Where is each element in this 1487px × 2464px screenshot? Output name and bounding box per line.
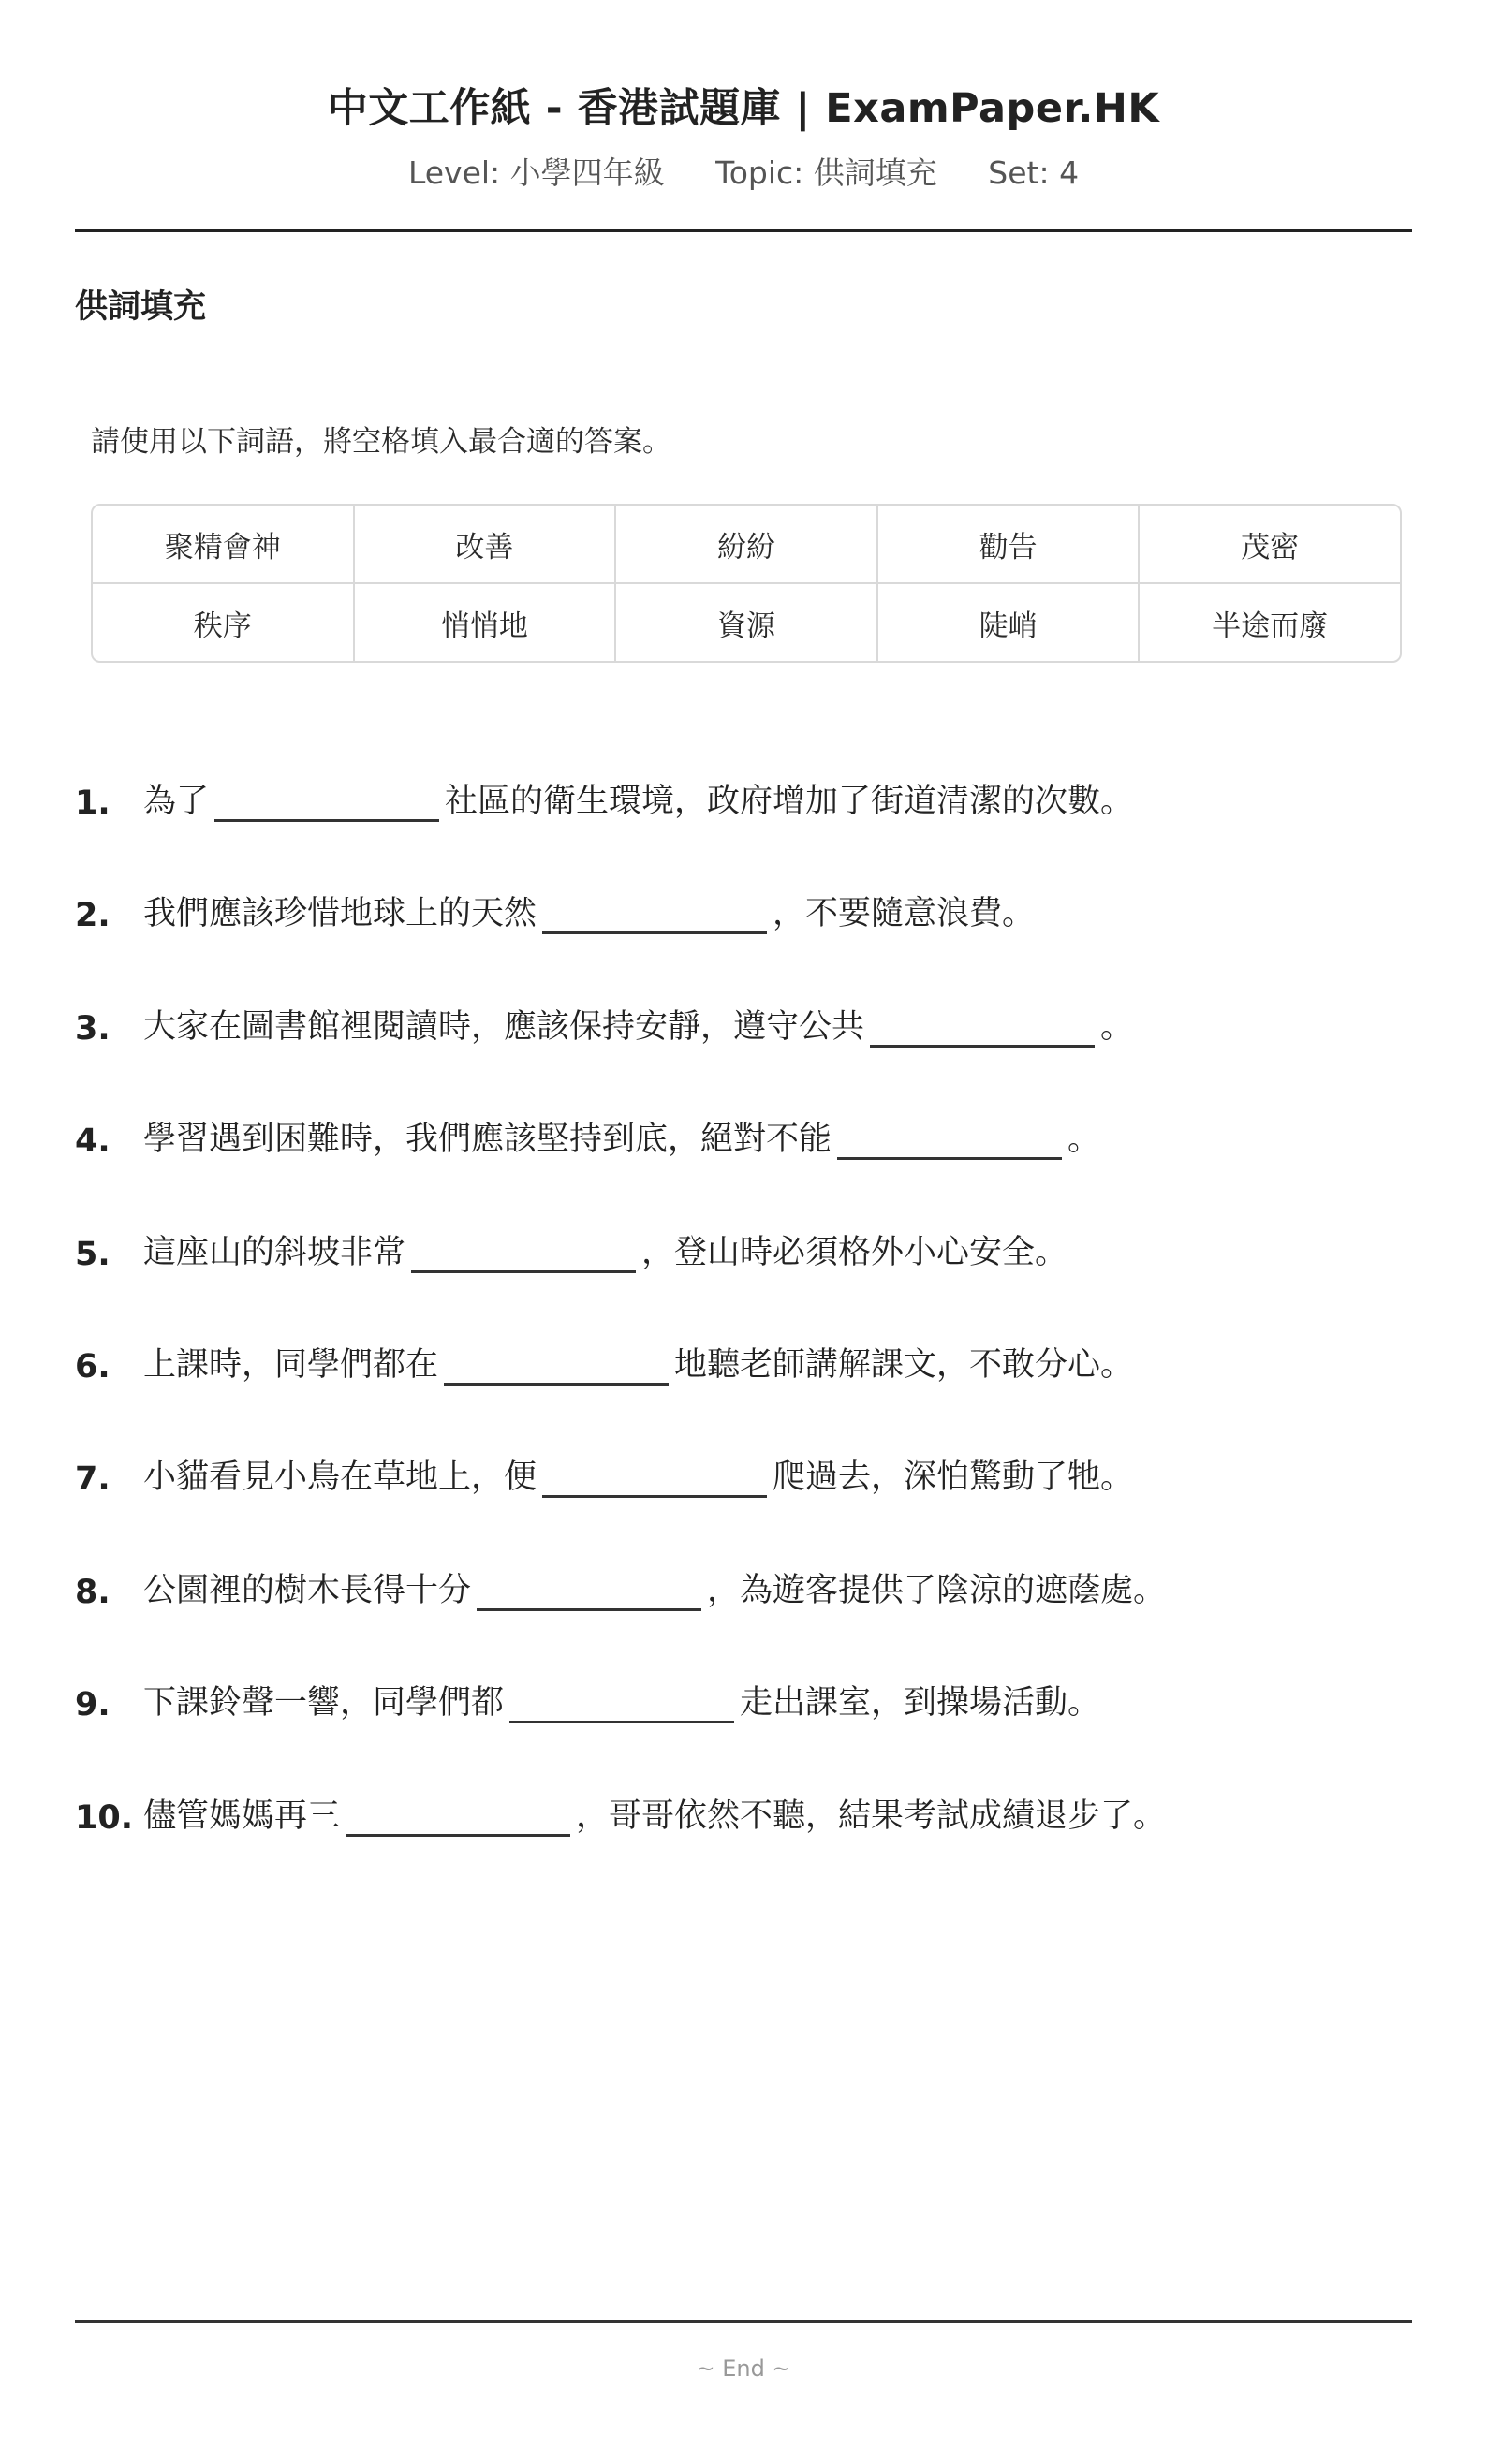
question-item (75, 1104, 1405, 1160)
question-item (75, 1442, 1405, 1498)
question-text-after: ，哥哥依然不聽，結果考試成績退步了。 (576, 1797, 1167, 1835)
question-list (75, 766, 1405, 1893)
word-bank-cell: 聚精會神 (164, 530, 281, 565)
word-bank-cell: 改善 (353, 506, 615, 582)
question-item (75, 766, 1405, 822)
worksheet-header (75, 82, 1412, 193)
question-text-before: 我們應該珍惜地球上的天然 (143, 895, 537, 933)
word-bank-cell: 半途而廢 (1138, 584, 1400, 661)
word-bank-row (93, 506, 1400, 582)
question-number: 10. (75, 1798, 134, 1837)
answer-blank[interactable] (346, 1797, 570, 1837)
worksheet-title: 中文工作紙 - 香港試題庫 | ExamPaper.HK (327, 85, 1160, 132)
question-text-after: ，為遊客提供了陰涼的遮蔭處。 (707, 1571, 1167, 1609)
question-item (75, 1667, 1405, 1723)
question-text-before: 為了 (143, 783, 210, 820)
word-bank-cell: 資源 (614, 584, 876, 661)
word-bank-cell: 勸告 (876, 506, 1139, 582)
word-bank-cell: 陡峭 (876, 584, 1139, 661)
question-item (75, 1555, 1405, 1611)
answer-blank[interactable] (837, 1120, 1062, 1160)
footer-divider (75, 2320, 1412, 2323)
question-text-after: 走出課室，到操場活動。 (740, 1684, 1101, 1723)
question-number: 8. (75, 1573, 110, 1611)
question-text-before: 這座山的斜坡非常 (143, 1233, 406, 1271)
question-text-before: 小貓看見小鳥在草地上，便 (143, 1459, 537, 1497)
question-number: 4. (75, 1122, 110, 1161)
question-text-before: 公園裡的樹木長得十分 (143, 1571, 472, 1609)
question-text-after: 地聽老師講解課文，不敢分心。 (674, 1345, 1134, 1384)
question-item (75, 991, 1405, 1048)
question-number: 9. (75, 1686, 110, 1724)
answer-blank[interactable] (444, 1345, 669, 1386)
question-item (75, 1329, 1405, 1386)
answer-blank[interactable] (542, 1458, 767, 1498)
level-label: Level: 小學四年級 (407, 154, 665, 191)
word-bank-cell: 紛紛 (614, 506, 876, 582)
answer-blank[interactable] (214, 782, 439, 822)
topic-label: Topic: 供詞填充 (715, 154, 937, 191)
answer-blank[interactable] (870, 1007, 1095, 1048)
question-item (75, 878, 1405, 934)
worksheet-meta (75, 154, 1412, 193)
question-text-after: 。 (1100, 1007, 1134, 1046)
word-bank-cell: 茂密 (1138, 506, 1400, 582)
section-title: 供詞填充 (75, 288, 207, 326)
header-divider (75, 229, 1412, 232)
question-text-after: ，不要隨意浪費。 (773, 895, 1036, 933)
footer-end-label: ~ End ~ (696, 2355, 791, 2382)
question-number: 2. (75, 897, 110, 935)
question-text-before: 上課時，同學們都在 (143, 1345, 439, 1384)
answer-blank[interactable] (411, 1233, 636, 1273)
question-text-after: 社區的衛生環境，政府增加了街道清潔的次數。 (445, 783, 1134, 820)
question-item (75, 1217, 1405, 1273)
question-number: 6. (75, 1347, 110, 1386)
question-text-after: 爬過去，深怕驚動了牠。 (773, 1459, 1134, 1497)
answer-blank[interactable] (509, 1683, 734, 1723)
question-text-after: 。 (1067, 1121, 1101, 1159)
word-bank-cell: 悄悄地 (353, 584, 615, 661)
question-number: 7. (75, 1460, 110, 1499)
question-text-before: 下課鈴聲一響，同學們都 (143, 1684, 505, 1723)
question-item (75, 1781, 1405, 1837)
question-text-before: 大家在圖書館裡閱讀時，應該保持安靜，遵守公共 (143, 1007, 865, 1046)
instruction-text: 請使用以下詞語，將空格填入最合適的答案。 (91, 425, 671, 459)
word-bank-table (91, 504, 1402, 663)
word-bank-row (93, 582, 1400, 661)
question-text-after: ，登山時必須格外小心安全。 (641, 1233, 1068, 1271)
set-label: Set: 4 (988, 154, 1080, 191)
answer-blank[interactable] (542, 894, 767, 934)
question-number: 5. (75, 1235, 110, 1273)
question-number: 3. (75, 1009, 110, 1048)
word-bank-cell: 秩序 (193, 609, 252, 643)
question-text-before: 學習遇到困難時，我們應該堅持到底，絕對不能 (143, 1121, 832, 1159)
question-number: 1. (75, 785, 110, 822)
question-text-before: 儘管媽媽再三 (143, 1797, 341, 1835)
answer-blank[interactable] (477, 1571, 701, 1611)
